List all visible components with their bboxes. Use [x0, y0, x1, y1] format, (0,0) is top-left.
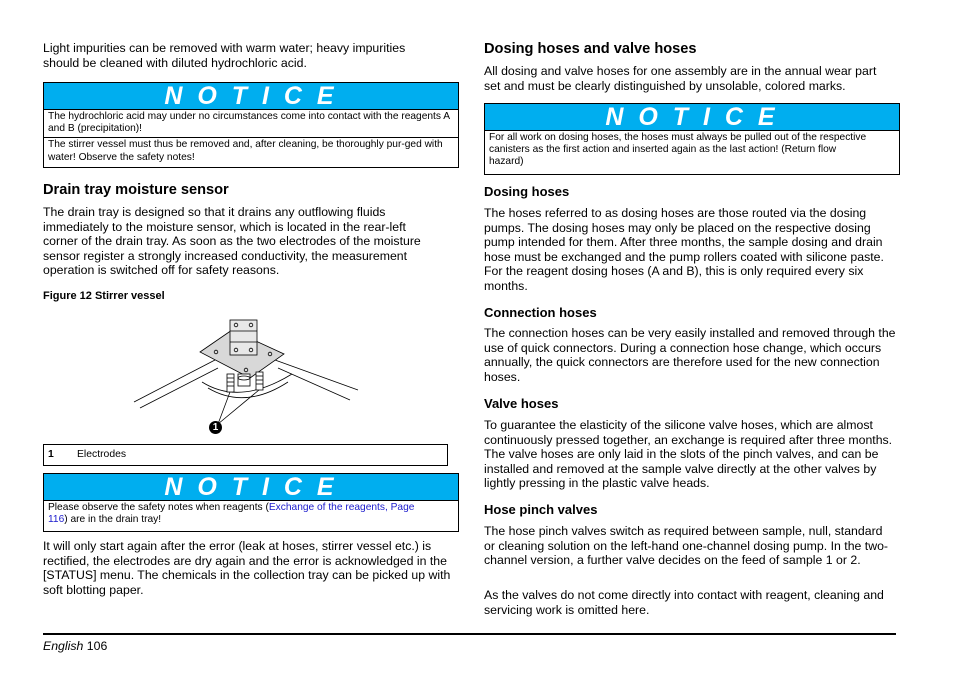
notice-heading: N O T I C E: [44, 474, 458, 501]
notice-heading: N O T I C E: [44, 83, 458, 110]
dosing-intro-paragraph: All dosing and valve hoses for one assembly are in the annual wear part set and must be clearly distinguished by unsolable, colored marks.: [484, 64, 877, 93]
subheading-hose-pinch-valves: Hose pinch valves: [484, 502, 598, 517]
drain-tray-paragraph: The drain tray is designed so that it drains any outflowing fluids immediately to the moisture sensor, which is located in the rear-left corner of the drain tray. As soon as the two electrodes of the moisture sensor register a strongly increased conductivity, the measurement operation is switched off for safety reasons.: [43, 205, 421, 278]
pinch-valves-paragraph-2: As the valves do not come directly into contact with reagent, cleaning and servicing work is omitted here.: [484, 588, 884, 617]
notice-heading: N O T I C E: [485, 104, 899, 131]
notice-text: The hydrochloric acid may under no circumstances come into contact with the reagents A and B (precipitation)!: [48, 111, 450, 135]
valve-hoses-paragraph: To guarantee the elasticity of the silicone valve hoses, which are almost continuously pressed together, an exchange is required after three months. The valve hoses are only laid in the slots of the pinch valves, and can be installed and removed at the sample valve directly at the other valves by lightly pressing in the plastic valve heads.: [484, 418, 893, 491]
exchange-reagents-link[interactable]: Exchange of the reagents, Page 116: [48, 502, 415, 526]
figure-caption: Figure 12 Stirrer vessel: [43, 290, 165, 302]
figure-legend: [43, 444, 448, 466]
pinch-valves-paragraph: The hose pinch valves switch as required between sample, null, standard or cleaning solution on the left-hand one-channel dosing pump. In the two-channel version, a further valve decides on the feed of sample 1 or 2.: [484, 524, 889, 568]
connection-hoses-paragraph: The connection hoses can be very easily installed and removed through the use of quick connectors. During a connection hose change, which occurs annually, the quick connectors are therefore used for the new connection hoses.: [484, 326, 896, 384]
intro-paragraph: Light impurities can be removed with warm water; heavy impurities should be cleaned with diluted hydrochloric acid.: [43, 41, 406, 70]
footer-divider: [43, 633, 896, 635]
notice-text: The stirrer vessel must thus be removed and, after cleaning, be thoroughly pur-ged with water! Observe the safety notes!: [44, 137, 458, 163]
section-heading-dosing-valve: Dosing hoses and valve hoses: [484, 41, 697, 57]
notice-box-dosing: [484, 103, 900, 175]
notice-text: For all work on dosing hoses, the hoses must always be pulled out of the respective canisters as the first action and inserted again as the last action! (Return flow hazard): [489, 132, 867, 168]
callout-marker: 1: [209, 421, 222, 434]
footer-language: English: [43, 639, 84, 653]
outro-paragraph: It will only start again after the error (leak at hoses, stirrer vessel etc.) is rectified, the electrodes are dry again and the error is acknowledged in the [STATUS] menu. The chemicals in the collection tray can be picked up with soft blotting paper.: [43, 539, 451, 597]
page-footer: [43, 639, 107, 653]
stirrer-vessel-figure: [120, 312, 370, 437]
notice-text: Please observe the safety notes when reagents (Exchange of the reagents, Page 116) are in the drain tray!: [48, 502, 415, 526]
legend-label: Electrodes: [77, 449, 127, 460]
subheading-connection-hoses: Connection hoses: [484, 305, 597, 320]
legend-number: 1: [48, 449, 54, 460]
notice-box-hydrochloric: [43, 82, 459, 168]
subheading-valve-hoses: Valve hoses: [484, 396, 559, 411]
dosing-hoses-paragraph: The hoses referred to as dosing hoses are those routed via the dosing pumps. The dosing hoses may only be placed on the respective dosing pump intended for them. After three months, the sample dosing and drain hose must be exchanged and the pump rollers coated with silicone paste. For the reagent dosing hoses (A and B), this is only required every six months.: [484, 206, 884, 293]
notice-box-drain-tray: [43, 473, 459, 532]
subheading-dosing-hoses: Dosing hoses: [484, 184, 570, 199]
section-heading-drain-tray: Drain tray moisture sensor: [43, 182, 229, 198]
page-number: 106: [86, 639, 108, 653]
